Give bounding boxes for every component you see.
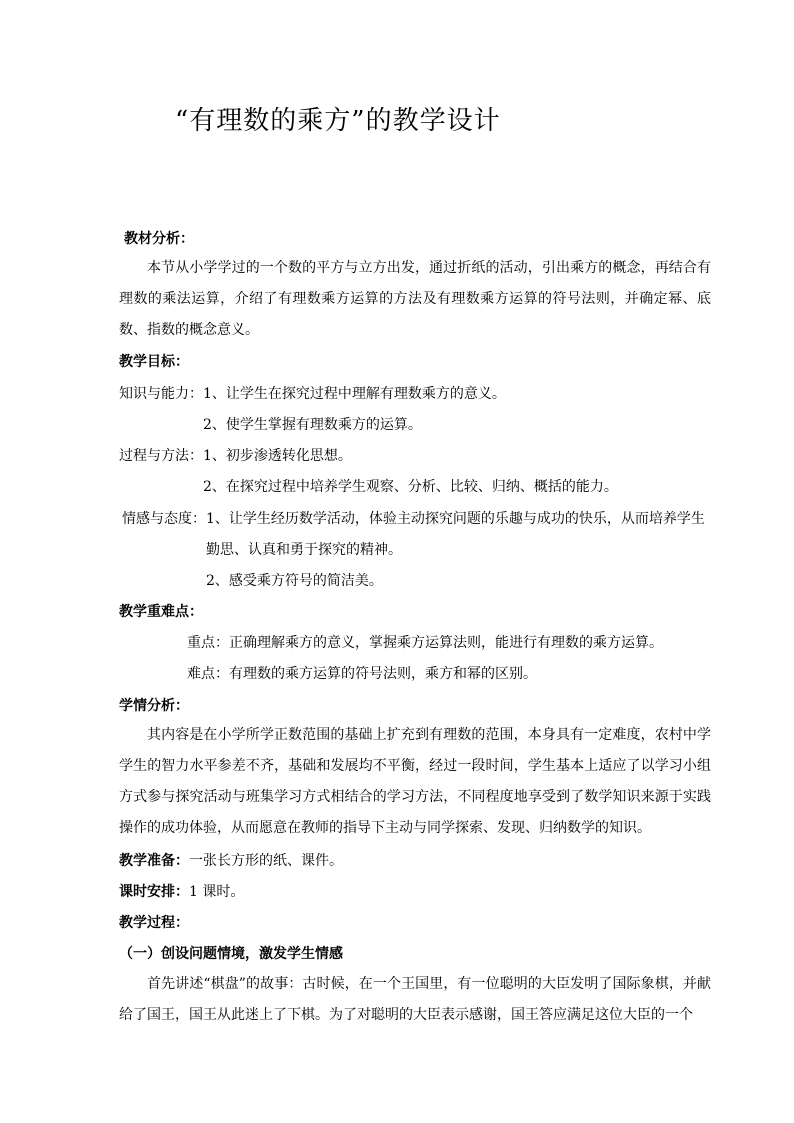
page-title: “有理数的乘方”的教学设计 (175, 106, 501, 136)
knowledge-item-2: 2、使学生掌握有理数乘方的运算。 (203, 417, 422, 433)
difficult-point: 难点：有理数的乘方运算的符号法则，乘方和幂的区别。 (187, 666, 537, 682)
process-item-2: 2、在探究过程中培养学生观察、分析、比较、归纳、概括的能力。 (203, 479, 618, 495)
material-heading: 教材分析： (124, 231, 194, 247)
schedule-value: 1 课时。 (189, 884, 245, 900)
emotion-item-1-line-2: 勤思、认真和勇于探究的精神。 (206, 542, 402, 558)
knowledge-item-1: 1、让学生在探究过程中理解有理数乘方的意义。 (203, 386, 506, 402)
emotion-item-2: 2、感受乘方符号的简洁美。 (206, 573, 383, 589)
student-analysis-heading: 学情分析： (119, 698, 189, 714)
preparation-value: 一张长方形的纸、课件。 (189, 853, 343, 869)
process-item-1: 1、初步渗透转化思想。 (203, 448, 352, 464)
preparation-row (119, 851, 343, 871)
student-analysis-paragraph: 其内容是在小学所学正数范围的基础上扩充到有理数的范围，本身具有一定难度，农村中学学生的智力水平参差不齐，基础和发展均不平衡，经过一段时间，学生基本上适应了以学习小组方式参与探究活动与班集学习方式相结合的学习方法，不同程度地享受到了数学知识来源于实践操作的成功体验，从而愿意在教师的指导下主动与同学探索、发现、归纳数学的知识。 (119, 727, 711, 836)
emotion-label: 情感与态度： (122, 511, 206, 527)
material-paragraph: 本节从小学学过的一个数的平方与立方出发，通过折纸的活动，引出乘方的概念，再结合有理数的乘法运算，介绍了有理数乘方运算的方法及有理数乘方运算的符号法则，并确定幂、底数、指数的概念意义。 (119, 260, 711, 338)
schedule-label: 课时安排： (119, 884, 189, 900)
emotion-item-1-line-1: 1、让学生经历数学活动，体验主动探究问题的乐趣与成功的快乐，从而培养学生 (206, 511, 705, 527)
procedure-section-1: （一）创设问题情境，激发学生情感 (119, 946, 343, 962)
goals-heading: 教学目标： (119, 354, 189, 370)
key-points-heading: 教学重难点： (119, 604, 203, 620)
procedure-heading: 教学过程： (119, 915, 189, 931)
schedule-row (119, 882, 244, 902)
procedure-paragraph: 首先讲述“棋盘”的故事：古时候，在一个王国里，有一位聪明的大臣发明了国际象棋，并献给了国王，国王从此迷上了下棋。为了对聪明的大臣表示感谢，国王答应满足这位大臣的一个 (119, 976, 711, 1023)
preparation-label: 教学准备： (119, 853, 189, 869)
key-point: 重点：正确理解乘方的意义，掌握乘方运算法则，能进行有理数的乘方运算。 (187, 635, 663, 651)
process-label: 过程与方法： (119, 448, 203, 464)
knowledge-label: 知识与能力： (119, 386, 203, 402)
